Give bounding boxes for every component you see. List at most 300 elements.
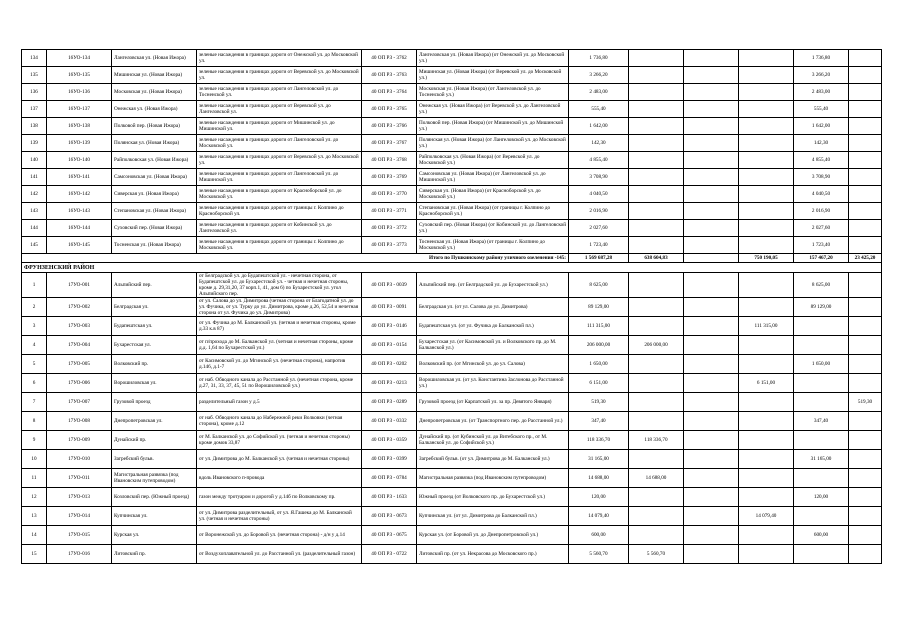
- street-name: Мишинская ул. (Новая Ижора): [112, 67, 197, 84]
- planting-description: газон между тротуаром и дорогой у д.14б по Волковскому пр.: [197, 488, 362, 507]
- total-col5: 23 425,20: [849, 254, 882, 263]
- value-col1: [629, 374, 684, 393]
- value-col4: 2 016,90: [794, 203, 849, 220]
- value-col1: [629, 237, 684, 254]
- planting-description: от наб. Обводного канала до Набережной реки Волковки (четная сторона), кроме д.12: [197, 412, 362, 431]
- value-col5: [849, 526, 882, 545]
- value-col4: 3 708,90: [794, 169, 849, 186]
- value-col2: [684, 431, 739, 450]
- registry-number: 40 ОП РЗ - 3772: [362, 220, 417, 237]
- value-col4: 555,40: [794, 101, 849, 118]
- value-col1: [629, 220, 684, 237]
- value-col4: 89 129,00: [794, 298, 849, 317]
- road-location: Днепропетровская ул. (от Транспортного пер. до Расстанной ул.): [417, 412, 569, 431]
- total-value: 3 708,90: [569, 169, 629, 186]
- row-number: 140: [22, 152, 47, 169]
- row-code: 16УО-140: [47, 152, 112, 169]
- value-col1: 206 000,00: [629, 336, 684, 355]
- value-col3: [739, 469, 794, 488]
- table-row: [22, 545, 882, 564]
- row-number: 13: [22, 507, 47, 526]
- row-number: 4: [22, 336, 47, 355]
- value-col4: 142,30: [794, 135, 849, 152]
- value-col3: 111 315,00: [739, 317, 794, 336]
- value-col2: [684, 273, 739, 298]
- value-col4: [794, 393, 849, 412]
- planting-description: зеленые насаждения в границах дороги от Мишинской ул. до Мишинской ул.: [197, 118, 362, 135]
- registry-number: 40 ОП РЗ - 3764: [362, 84, 417, 101]
- table-row: [22, 237, 882, 254]
- value-col2: [684, 317, 739, 336]
- registry-number: 40 ОП РЗ - 0289: [362, 393, 417, 412]
- registry-number: 40 ОП РЗ - 0399: [362, 450, 417, 469]
- district-total-row: [22, 254, 882, 263]
- registry-number: 40 ОП РЗ - 1633: [362, 488, 417, 507]
- value-col2: [684, 412, 739, 431]
- value-col3: [739, 526, 794, 545]
- street-name: Магистральная развязка (под Ивановским путепроводом): [112, 469, 197, 488]
- row-code: 16УО-134: [47, 50, 112, 67]
- row-number: 14: [22, 526, 47, 545]
- road-location: Онежская ул. (Новая Ижора) (от Веревской ул. до Лангеловской ул.): [417, 101, 569, 118]
- row-code: 17УО-003: [47, 317, 112, 336]
- value-col5: [849, 317, 882, 336]
- value-col2: [684, 393, 739, 412]
- planting-description: от ул. Димитрова разделительный, от ул. Я.Гашека до М. Балканской ул. (четная и нечетная стороны): [197, 507, 362, 526]
- road-location: Полковой пер. (Новая Ижора) (от Мишинской ул. до Мишинской ул.): [417, 118, 569, 135]
- total-value: 4 855,40: [569, 152, 629, 169]
- road-location: Купчинская ул. (от ул. Димитрова до Балканской пл.): [417, 507, 569, 526]
- row-code: 17УО-013: [47, 488, 112, 507]
- street-name: Степановская ул. (Новая Ижора): [112, 203, 197, 220]
- row-number: 10: [22, 450, 47, 469]
- table-row: [22, 469, 882, 488]
- value-col5: [849, 67, 882, 84]
- value-col1: [629, 393, 684, 412]
- value-col3: [739, 169, 794, 186]
- value-col2: [684, 118, 739, 135]
- table-row: [22, 450, 882, 469]
- value-col1: [629, 203, 684, 220]
- total-value: 555,40: [569, 101, 629, 118]
- value-col5: [849, 374, 882, 393]
- street-name: Дунайский пр.: [112, 431, 197, 450]
- total-value: 118 336,70: [569, 431, 629, 450]
- value-col4: [794, 469, 849, 488]
- table-row: [22, 374, 882, 393]
- value-col4: 4 040,50: [794, 186, 849, 203]
- road-location: Альпийский пер. (от Белградской ул. до Бухарестской ул.): [417, 273, 569, 298]
- value-col4: [794, 374, 849, 393]
- row-code: 16УО-138: [47, 118, 112, 135]
- road-location: Грузовой проезд (от Карпатской ул. за пр. Девятого Января): [417, 393, 569, 412]
- total-value: 4 040,50: [569, 186, 629, 203]
- table-row: [22, 298, 882, 317]
- value-col2: [684, 50, 739, 67]
- row-number: 145: [22, 237, 47, 254]
- street-name: Суховский пер. (Новая Ижора): [112, 220, 197, 237]
- road-location: Тосненская ул. (Новая Ижора) (от границы г. Колпино до Московской ул.): [417, 237, 569, 254]
- table-row: [22, 526, 882, 545]
- table-row: [22, 273, 882, 298]
- table-row: [22, 317, 882, 336]
- total-value: 6 151,00: [569, 374, 629, 393]
- value-col3: [739, 393, 794, 412]
- value-col4: 1 642,00: [794, 118, 849, 135]
- value-col1: [629, 67, 684, 84]
- street-name: Полковой пер. (Новая Ижора): [112, 118, 197, 135]
- value-col4: 1 736,80: [794, 50, 849, 67]
- street-name: Полянская ул. (Новая Ижора): [112, 135, 197, 152]
- value-col2: [684, 469, 739, 488]
- road-location: Дунайский пр. (от Кубинской ул. до Витебского пр., от М. Балканской ул. до Софийской ул.): [417, 431, 569, 450]
- total-value: 14 688,00: [569, 469, 629, 488]
- value-col4: 1 723,40: [794, 237, 849, 254]
- table-row: [22, 169, 882, 186]
- registry-number: 40 ОП РЗ - 0359: [362, 431, 417, 450]
- row-code: 16УО-136: [47, 84, 112, 101]
- planting-description: зеленые насаждения в границах дороги от Красноборской ул. до Московской ул.: [197, 186, 362, 203]
- value-col2: [684, 298, 739, 317]
- value-col4: [794, 507, 849, 526]
- value-col2: [684, 450, 739, 469]
- planting-description: от ул. Фучика до М. Балканской ул. (четная и нечетная стороны, кроме д.33 к.в 87): [197, 317, 362, 336]
- value-col5: [849, 152, 882, 169]
- value-col4: 2 027,60: [794, 220, 849, 237]
- row-code: 16УО-145: [47, 237, 112, 254]
- row-number: 11: [22, 469, 47, 488]
- planting-description: зеленые насаждения в границах дороги от Веревской ул. до Лангеловской ул.: [197, 101, 362, 118]
- table-row: [22, 135, 882, 152]
- table-row: [22, 355, 882, 374]
- registry-number: 40 ОП РЗ - 0039: [362, 273, 417, 298]
- registry-number: 40 ОП РЗ - 0146: [362, 317, 417, 336]
- total-value: 2 027,60: [569, 220, 629, 237]
- registry-number: 40 ОП РЗ - 3771: [362, 203, 417, 220]
- value-col1: [629, 135, 684, 152]
- road-location: Мишинская ул. (Новая Ижора) (от Веревской ул. до Московской ул.): [417, 67, 569, 84]
- registry-number: 40 ОП РЗ - 3763: [362, 67, 417, 84]
- row-code: 17УО-010: [47, 450, 112, 469]
- value-col3: [739, 50, 794, 67]
- value-col1: [629, 169, 684, 186]
- total-value: 600,00: [569, 526, 629, 545]
- value-col1: [629, 298, 684, 317]
- row-code: 16УО-135: [47, 67, 112, 84]
- road-location: Южный проезд (от Волковского пр. до Бухарестской ул.): [417, 488, 569, 507]
- total-value: 347,40: [569, 412, 629, 431]
- value-col2: [684, 152, 739, 169]
- table-row: [22, 431, 882, 450]
- total-value: 1 642,00: [569, 118, 629, 135]
- value-col3: [739, 118, 794, 135]
- value-col5: [849, 507, 882, 526]
- value-col1: 14 688,00: [629, 469, 684, 488]
- street-name: Самсоновская ул. (Новая Ижора): [112, 169, 197, 186]
- street-name: Волковский пр.: [112, 355, 197, 374]
- value-col4: 3 266,20: [794, 67, 849, 84]
- street-name: Лангеловская ул. (Новая Ижора): [112, 50, 197, 67]
- road-location: Магистральная развязка (под Ивановским путепроводом): [417, 469, 569, 488]
- total-value: 2 016,90: [569, 203, 629, 220]
- value-col3: [739, 431, 794, 450]
- street-name: Белградская ул.: [112, 298, 197, 317]
- registry-number: 40 ОП РЗ - 3770: [362, 186, 417, 203]
- row-code: 16УО-144: [47, 220, 112, 237]
- row-number: 139: [22, 135, 47, 152]
- value-col1: [629, 152, 684, 169]
- value-col5: [849, 135, 882, 152]
- total-value: 1 650,00: [569, 355, 629, 374]
- value-col5: [849, 50, 882, 67]
- section-title: ФРУНЗЕНСКИЙ РАЙОН: [22, 263, 882, 273]
- value-col4: 31 165,00: [794, 450, 849, 469]
- row-number: 135: [22, 67, 47, 84]
- row-code: 17УО-015: [47, 526, 112, 545]
- value-col2: [684, 84, 739, 101]
- value-col3: [739, 412, 794, 431]
- row-number: 8: [22, 412, 47, 431]
- value-col3: [739, 355, 794, 374]
- value-col5: [849, 431, 882, 450]
- road-location: Загребский бульв. (от ул. Димитрова до М. Балканской ул.): [417, 450, 569, 469]
- value-col4: 120,00: [794, 488, 849, 507]
- row-number: 12: [22, 488, 47, 507]
- planting-description: от Воздухоплавательной ул. до Расстанной ул. (разделительный газон): [197, 545, 362, 564]
- total-value: 519,30: [569, 393, 629, 412]
- value-col2: [684, 186, 739, 203]
- value-col2: [684, 101, 739, 118]
- value-col1: [629, 412, 684, 431]
- value-col2: [684, 355, 739, 374]
- road-location: Бухарестская ул. (от Касимовской ул. и Волковского пр. до М. Балканской ул.): [417, 336, 569, 355]
- road-location: Литовский пр. (от ул. Некрасова до Московского пр.): [417, 545, 569, 564]
- row-code: 17УО-011: [47, 469, 112, 488]
- planting-description: зеленые насаждения в границах дороги от границы г. Колпино до Московской ул.: [197, 237, 362, 254]
- row-code: 16УО-141: [47, 169, 112, 186]
- value-col3: [739, 203, 794, 220]
- planting-description: от наб. Обводного канала до Расстанной ул. (нечетная сторона, кроме д.27, 31, 33, 37, 45, 51 по Ворошиловской ул.): [197, 374, 362, 393]
- value-col5: [849, 220, 882, 237]
- value-col1: [629, 273, 684, 298]
- value-col1: [629, 101, 684, 118]
- row-number: 143: [22, 203, 47, 220]
- value-col2: [684, 507, 739, 526]
- row-number: 138: [22, 118, 47, 135]
- value-col5: [849, 355, 882, 374]
- value-col5: [849, 203, 882, 220]
- row-code: 16УО-139: [47, 135, 112, 152]
- road-location: Сиверская ул. (Новая Ижора) (от Красноборской ул. до Московской ул.): [417, 186, 569, 203]
- value-col5: [849, 298, 882, 317]
- value-col4: 8 625,00: [794, 273, 849, 298]
- value-col3: [739, 67, 794, 84]
- street-name: Тосненская ул. (Новая Ижора): [112, 237, 197, 254]
- planting-description: зеленые насаждения в границах дороги от Веревской ул. до Московской ул.: [197, 67, 362, 84]
- row-number: 134: [22, 50, 47, 67]
- value-col3: [739, 450, 794, 469]
- value-col2: [684, 237, 739, 254]
- value-col2: [684, 526, 739, 545]
- value-col2: [684, 336, 739, 355]
- value-col1: [629, 488, 684, 507]
- registry-number: 40 ОП РЗ - 3766: [362, 118, 417, 135]
- row-number: 1: [22, 273, 47, 298]
- road-location: Суховский пер. (Новая Ижора) (от Кобинской ул. до Лангеловской ул.): [417, 220, 569, 237]
- table-row: [22, 507, 882, 526]
- value-col2: [684, 135, 739, 152]
- table-row: [22, 152, 882, 169]
- registry-number: 40 ОП РЗ - 0722: [362, 545, 417, 564]
- planting-description: зеленые насаждения в границах дороги от Лангеловской ул. до Мишинской ул.: [197, 169, 362, 186]
- registry-number: 40 ОП РЗ - 0154: [362, 336, 417, 355]
- table-row: [22, 488, 882, 507]
- registry-number: 40 ОП РЗ - 0675: [362, 526, 417, 545]
- value-col1: [629, 84, 684, 101]
- row-code: 17УО-005: [47, 355, 112, 374]
- table-row: [22, 67, 882, 84]
- registry-number: 40 ОП РЗ - 0213: [362, 374, 417, 393]
- total-amount: 1 569 687,28: [569, 254, 629, 263]
- road-location: Полянская ул. (Новая Ижора) (от Лангеловской ул. до Московской ул.): [417, 135, 569, 152]
- value-col4: [794, 336, 849, 355]
- value-col2: [684, 488, 739, 507]
- registry-number: 40 ОП РЗ - 0332: [362, 412, 417, 431]
- table-row: [22, 203, 882, 220]
- value-col5: [849, 412, 882, 431]
- row-number: 2: [22, 298, 47, 317]
- table-row: [22, 50, 882, 67]
- value-col3: [739, 298, 794, 317]
- row-number: 9: [22, 431, 47, 450]
- planting-description: вдоль Ивановского п-провода: [197, 469, 362, 488]
- value-col5: [849, 118, 882, 135]
- value-col3: [739, 186, 794, 203]
- value-col3: [739, 336, 794, 355]
- value-col1: [629, 450, 684, 469]
- value-col3: [739, 84, 794, 101]
- road-location: Московская ул. (Новая Ижора) (от Лангеловской ул. до Тосненской ул.): [417, 84, 569, 101]
- value-col1: [629, 507, 684, 526]
- total-value: 5 560,70: [569, 545, 629, 564]
- street-name: Райполковская ул. (Новая Ижора): [112, 152, 197, 169]
- value-col1: 5 560,70: [629, 545, 684, 564]
- registry-number: 40 ОП РЗ - 3765: [362, 101, 417, 118]
- street-name: Онежская ул. (Новая Ижора): [112, 101, 197, 118]
- row-number: 3: [22, 317, 47, 336]
- street-name: Курская ул.: [112, 526, 197, 545]
- row-number: 144: [22, 220, 47, 237]
- document-sheet: [21, 49, 882, 564]
- planting-description: от ул. Димитрова до М. Балканской ул. (четная и нечетная стороны): [197, 450, 362, 469]
- total-col4: 157 467,20: [794, 254, 849, 263]
- value-col4: 2 483,00: [794, 84, 849, 101]
- value-col2: [684, 374, 739, 393]
- table-row: [22, 84, 882, 101]
- value-col2: [684, 203, 739, 220]
- road-location: Ворошиловская ул. (от ул. Константина Заслонова до Расстанной ул.): [417, 374, 569, 393]
- table-row: [22, 336, 882, 355]
- value-col2: [684, 220, 739, 237]
- value-col2: [684, 545, 739, 564]
- value-col3: [739, 135, 794, 152]
- planting-description: зеленые насаждения в границах дороги от Онежской ул. до Московской ул.: [197, 50, 362, 67]
- row-number: 5: [22, 355, 47, 374]
- registry-number: 40 ОП РЗ - 0784: [362, 469, 417, 488]
- street-name: Литовский пр.: [112, 545, 197, 564]
- value-col5: [849, 169, 882, 186]
- value-col3: [739, 488, 794, 507]
- registry-number: 40 ОП РЗ - 3768: [362, 152, 417, 169]
- value-col1: [629, 526, 684, 545]
- value-col1: [629, 50, 684, 67]
- value-col3: 14 079,40: [739, 507, 794, 526]
- value-col5: [849, 186, 882, 203]
- planting-description: от Касимовской ул. до Мгинской ул. (нечетная сторона), напротив д.146, д.1-7: [197, 355, 362, 374]
- value-col3: [739, 545, 794, 564]
- row-number: 141: [22, 169, 47, 186]
- total-label: Итого по Пушкинскому району уличного озеленения -145:: [22, 254, 569, 263]
- street-name: Козловский пер. (Южный проезд): [112, 488, 197, 507]
- street-name: Московская ул. (Новая Ижора): [112, 84, 197, 101]
- total-value: 31 165,00: [569, 450, 629, 469]
- value-col3: [739, 220, 794, 237]
- row-number: 142: [22, 186, 47, 203]
- total-value: 8 625,00: [569, 273, 629, 298]
- row-code: 17УО-008: [47, 412, 112, 431]
- total-value: 14 079,40: [569, 507, 629, 526]
- road-location: Лангеловская ул. (Новая Ижора) (от Онежской ул. до Московской ул.): [417, 50, 569, 67]
- total-col2: [684, 254, 739, 263]
- street-name: Бухарестская ул.: [112, 336, 197, 355]
- road-location: Самсоновская ул. (Новая Ижора) (от Лангеловской ул. до Мишинской ул.): [417, 169, 569, 186]
- value-col4: [794, 545, 849, 564]
- value-col5: [849, 336, 882, 355]
- value-col3: 6 151,00: [739, 374, 794, 393]
- total-value: 89 129,00: [569, 298, 629, 317]
- total-value: 142,30: [569, 135, 629, 152]
- planting-description: от М. Балканской ул. до Софийской ул. (четная и нечетная стороны) кроме домов 33,87: [197, 431, 362, 450]
- row-number: 136: [22, 84, 47, 101]
- planting-description: зеленые насаждения в границах дороги от Веревской ул. до Московской ул.: [197, 152, 362, 169]
- value-col4: [794, 431, 849, 450]
- row-code: 17УО-016: [47, 545, 112, 564]
- value-col4: 1 650,00: [794, 355, 849, 374]
- planting-description: от п/прохода до М. Балканской ул. (четная и нечетная стороны, кроме д.д. 1,64 по Бухарестской ул.): [197, 336, 362, 355]
- road-location: Будапештская ул. (от ул. Фучика до Балканской пл.): [417, 317, 569, 336]
- total-value: 111 315,00: [569, 317, 629, 336]
- value-col2: [684, 169, 739, 186]
- value-col1: [629, 355, 684, 374]
- row-code: 17УО-009: [47, 431, 112, 450]
- street-name: Загребский бульв.: [112, 450, 197, 469]
- value-col5: 519,30: [849, 393, 882, 412]
- registry-number: 40 ОП РЗ - 3769: [362, 169, 417, 186]
- planting-description: зеленые насаждения в границах дороги от Кобинской ул. до Лангеловской ул.: [197, 220, 362, 237]
- registry-number: 40 ОП РЗ - 0202: [362, 355, 417, 374]
- row-code: 17УО-002: [47, 298, 112, 317]
- value-col3: [739, 152, 794, 169]
- total-value: 206 000,00: [569, 336, 629, 355]
- value-col5: [849, 469, 882, 488]
- street-name: Грузовой проезд: [112, 393, 197, 412]
- total-value: 3 266,20: [569, 67, 629, 84]
- row-code: 17УО-006: [47, 374, 112, 393]
- total-value: 1 736,80: [569, 50, 629, 67]
- value-col2: [684, 67, 739, 84]
- table-row: [22, 412, 882, 431]
- table-row: [22, 101, 882, 118]
